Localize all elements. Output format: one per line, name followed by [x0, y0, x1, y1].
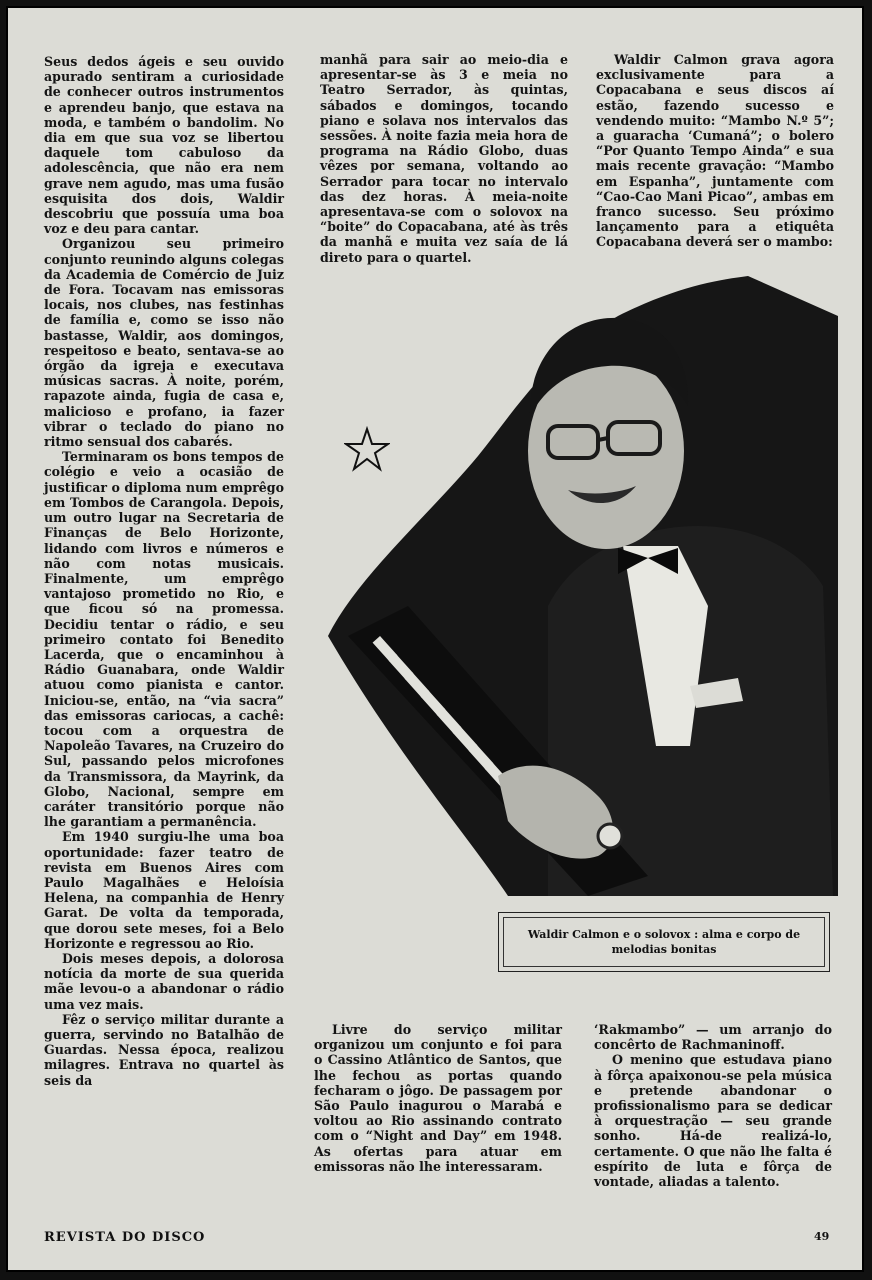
- text-column-4: [314, 1022, 562, 1174]
- paragraph: Dois meses depois, a dolorosa notícia da morte de sua querida mãe levou-o a abandonar o rádio uma vez mais.: [44, 950, 284, 1012]
- page-number: 49: [814, 1230, 830, 1243]
- photo-waldir-calmon: [318, 276, 838, 896]
- text-column-3: [596, 52, 834, 250]
- paragraph: Seus dedos ágeis e seu ouvido apurado sentiram a curiosidade de conhecer outros instrumentos e aprendeu banjo, que estava na moda, e também o bandolim. No dia em que sua voz se libertou daquele tom cabuloso da adolescência, que não era nem grave nem agudo, mas uma fusão esquisita dos dois, Waldir descobriu que possuía uma boa voz e deu para cantar.: [44, 54, 284, 237]
- paragraph: Fêz o serviço militar durante a guerra, servindo no Batalhão de Guardas. Nessa época, realizou milagres. Entrava no quartel às seis da: [44, 1011, 284, 1088]
- star-icon: [344, 426, 390, 472]
- paragraph: Em 1940 surgiu-lhe uma boa oportunidade: fazer teatro de revista em Buenos Aires com Paulo Magalhães e Heloísia Helena, na companhia de Henry Garat. De volta da temporada, que dorou sete meses, foi a Belo Horizonte e regressou ao Rio.: [44, 829, 284, 951]
- paragraph: Waldir Calmon grava agora exclusivamente para a Copacabana e seus discos aí estão, fazendo sucesso e vendendo muito: “Mambo N.º 5”; a guaracha ‘Cumaná”; o bolero “Por Quanto Tempo Ainda” e sua mais recente gravação: “Mambo em Espanha”, juntamente com “Cao-Cao Mani Picao”, ambas em franco sucesso. Seu próximo lançamento para a etiquêta Copacabana deverá ser o mambo:: [596, 52, 834, 250]
- text-column-1: [44, 54, 284, 1088]
- magazine-name: REVISTA DO DISCO: [44, 1230, 206, 1245]
- paragraph: O menino que estudava piano à fôrça apaixonou-se pela música e pretende abandonar o profissionalismo para se dedicar à orquestração — seu grande sonho. Há-de realizá-lo, certamente. O que não lhe falta é espírito de luta e fôrça de vontade, aliadas a talento.: [594, 1052, 832, 1190]
- photo-caption-box: [498, 912, 830, 972]
- paragraph: Organizou seu primeiro conjunto reunindo alguns colegas da Academia de Comércio de Juiz de Fora. Tocavam nas emissoras locais, nos clubes, nas festinhas de família e, como se isso não bastasse, Waldir, aos domingos, respeitoso e beato, sentava-se ao órgão da igreja e executava músicas sacras. À noite, porém, rapazote ainda, fugia de casa e, malicioso e profano, ia fazer vibrar o teclado do piano no ritmo sensual dos cabarés.: [44, 236, 284, 450]
- paragraph: ‘Rakmambo” — um arranjo do concêrto de Rachmaninoff.: [594, 1022, 832, 1053]
- photo-illustration: [318, 276, 838, 896]
- paragraph: manhã para sair ao meio-dia e apresentar-se às 3 e meia no Teatro Serrador, às quintas, sábados e domingos, tocando piano e solava nos intervalos das sessões. À noite fazia meia hora de programa na Rádio Globo, duas vêzes por semana, voltando ao Serrador para tocar no intervalo das dez horas. À meia-noite apresentava-se com o solovox na “boite” do Copacabana, até às três da manhã e muita vez saía de lá direto para o quartel.: [320, 52, 568, 265]
- magazine-page: [6, 6, 864, 1272]
- text-column-2: [320, 52, 568, 265]
- photo-caption: Waldir Calmon e o solovox : alma e corpo de melodias bonitas: [503, 917, 825, 967]
- paragraph: Terminaram os bons tempos de colégio e veio a ocasião de justificar o diploma num emprêgo em Tombos de Carangola. Depois, um outro lugar na Secretaria de Finanças de Belo Horizonte, lidando com livros e números e não com notas musicais. Finalmente, um emprêgo vantajoso prometido no Rio, e que ficou só na promessa. Decidiu tentar o rádio, e seu primeiro contato foi Benedito Lacerda, que o encaminhou à Rádio Guanabara, onde Waldir atuou como pianista e cantor. Iniciou-se, então, na “via sacra” das emissoras cariocas, a cachê: tocou com a orquestra de Napoleão Tavares, na Cruzeiro do Sul, passando pelos microfones da Transmissora, da Mayrink, da Globo, Nacional, sempre em caráter transitório porque não lhe garantiam a permanência.: [44, 449, 284, 830]
- text-column-5: [594, 1022, 832, 1189]
- paragraph: Livre do serviço militar organizou um conjunto e foi para o Cassino Atlântico de Santos, que lhe fechou as portas quando fecharam o jôgo. De passagem por São Paulo inagurou o Marabá e voltou ao Rio assinando contrato com o “Night and Day” em 1948. As ofertas para atuar em emissoras não lhe interessaram.: [314, 1022, 562, 1174]
